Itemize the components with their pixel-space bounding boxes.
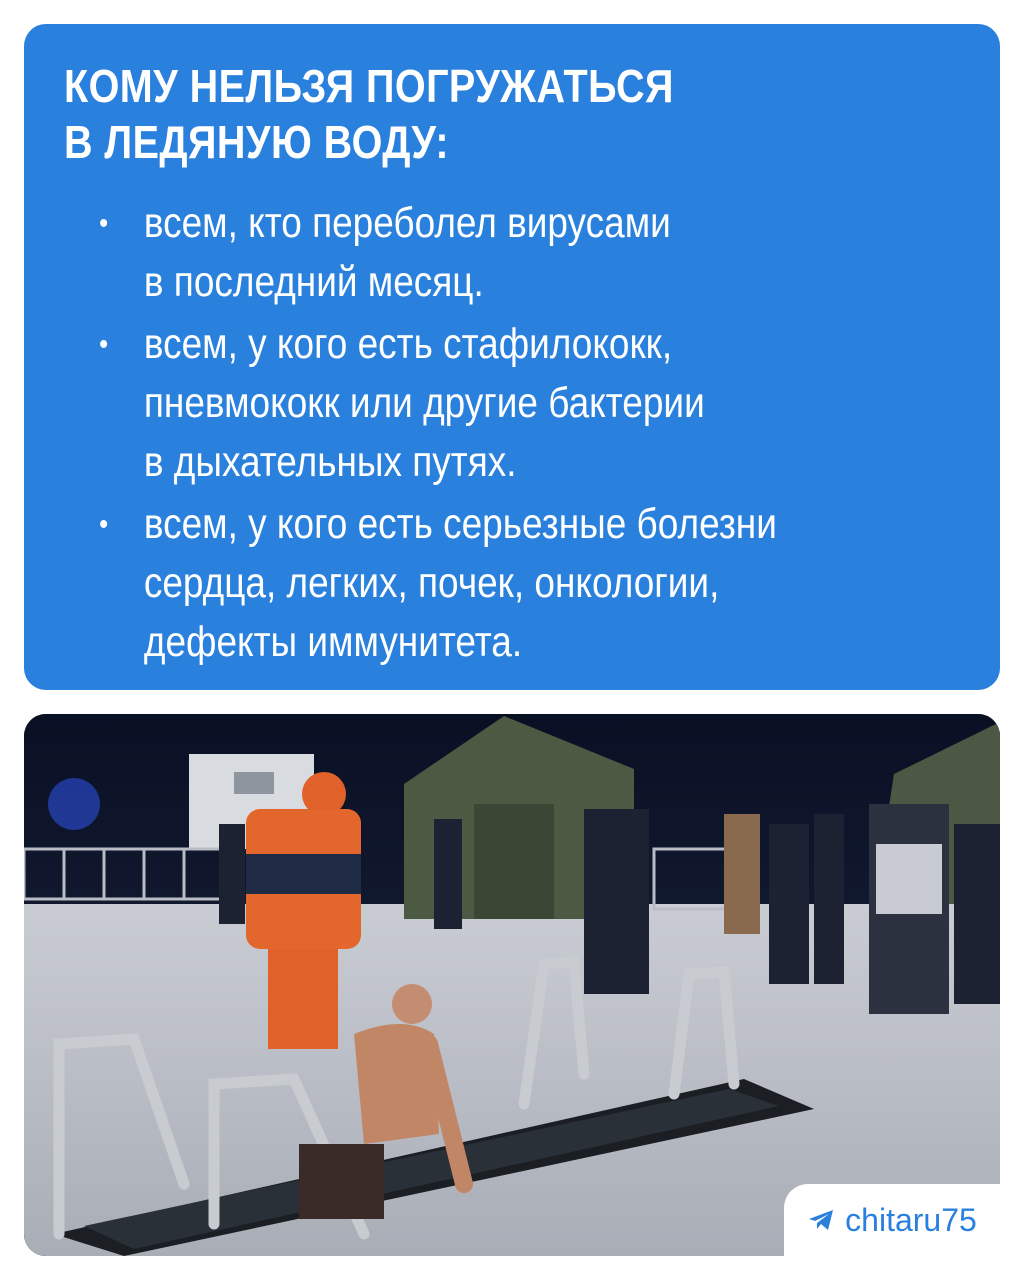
list-item xyxy=(94,315,937,492)
contraindications-list xyxy=(94,194,937,675)
list-item-line: всем, у кого есть серьезные болезни xyxy=(143,500,777,548)
list-item-line: пневмококк или другие бактерии xyxy=(143,379,705,427)
bullet-marker: • xyxy=(99,207,109,240)
telegram-icon xyxy=(807,1208,835,1232)
photo-illustration xyxy=(24,714,1000,1256)
ice-hole-photo xyxy=(24,714,1000,1256)
headline-line-2: В ЛЕДЯНУЮ ВОДУ: xyxy=(64,116,450,168)
list-item xyxy=(94,194,937,312)
list-item-line: всем, кто переболел вирусами xyxy=(143,199,671,247)
list-item-line: в дыхательных путях. xyxy=(143,438,517,486)
bullet-marker: • xyxy=(99,508,109,541)
bullet-marker: • xyxy=(99,328,109,361)
list-item-line: в последний месяц. xyxy=(143,258,484,306)
headline-line-1: КОМУ НЕЛЬЗЯ ПОГРУЖАТЬСЯ xyxy=(64,60,674,112)
list-item-line: всем, у кого есть стафилококк, xyxy=(143,320,673,368)
brand-badge xyxy=(784,1184,1000,1256)
info-card xyxy=(24,24,1000,690)
brand-name: chitaru75 xyxy=(845,1201,977,1238)
list-item-line: дефекты иммунитета. xyxy=(143,618,523,666)
list-item-line: сердца, легких, почек, онкологии, xyxy=(143,559,720,607)
list-item xyxy=(94,495,937,672)
headline xyxy=(64,58,838,170)
